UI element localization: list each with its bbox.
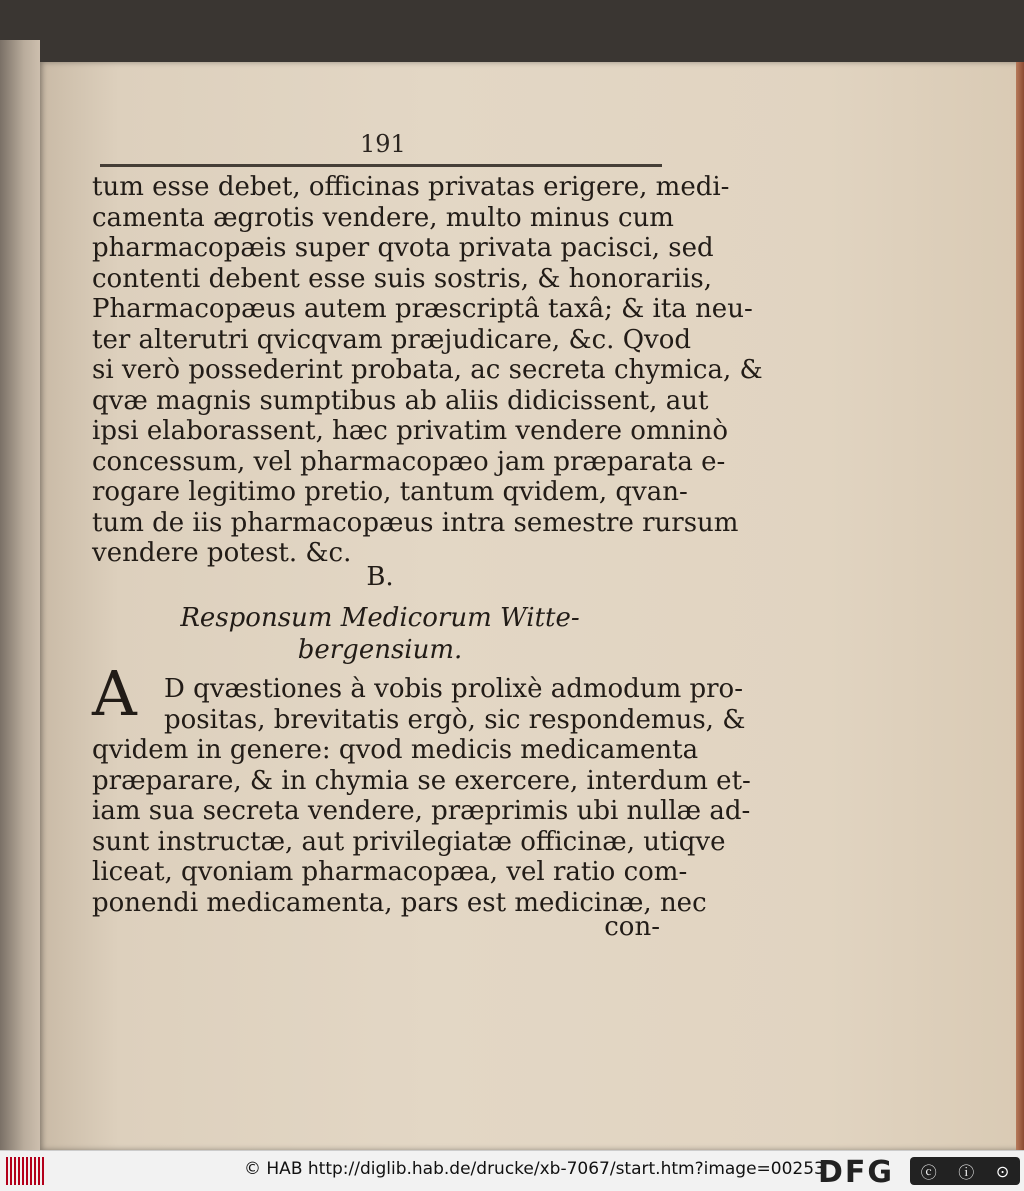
page-number: 191 xyxy=(360,130,406,158)
text-line: camenta ægrotis vendere, multo minus cum xyxy=(92,202,674,233)
catchword: con- xyxy=(604,912,660,942)
text-line: tum de iis pharmacopæus intra semestre rursum xyxy=(92,507,739,538)
text-line: pharmacopæis super qvota privata pacisci, sed xyxy=(92,233,714,263)
attribution-link[interactable]: © HAB http://diglib.hab.de/drucke/xb-7067/start.htm?image=00253 xyxy=(244,1159,825,1179)
text-line: si verò possederint probata, ac secreta chymica, & xyxy=(92,355,763,385)
text-line: liceat, qvoniam pharmacopæa, vel ratio com- xyxy=(92,857,688,887)
text-line: qvidem in genere: qvod medicis medicamenta xyxy=(92,735,699,765)
text-line: concessum, vel pharmacopæo jam præparata e- xyxy=(92,446,726,477)
text-line: Pharmacopæus autem præscriptâ taxâ; & ita neu- xyxy=(92,294,753,324)
section-letter: B. xyxy=(366,562,394,592)
cc-by-sa-icon[interactable] xyxy=(910,1157,1020,1185)
section-title-line: bergensium. xyxy=(297,635,463,665)
text-line: præparare, & in chymia se exercere, interdum et- xyxy=(92,765,751,796)
text-line: ponendi medicamenta, pars est medicinæ, nec xyxy=(92,887,707,918)
previous-page-edge xyxy=(0,40,40,1150)
header-rule xyxy=(100,164,662,167)
barcode-icon xyxy=(6,1157,46,1185)
text-line: qvæ magnis sumptibus ab aliis didicissent, aut xyxy=(92,385,709,416)
text-line: sunt instructæ, aut privilegiatæ officinæ, utiqve xyxy=(92,826,726,857)
text-line: tum esse debet, officinas privatas erigere, medi- xyxy=(92,172,730,202)
section-title xyxy=(120,602,640,666)
by-icon: ⓘ xyxy=(958,1162,975,1182)
viewer-footer xyxy=(0,1150,1024,1191)
text-line: ipsi elaborassent, hæc privatim vendere omninò xyxy=(92,416,729,446)
section-title-line: Responsum Medicorum Witte- xyxy=(180,603,580,633)
drop-cap: A xyxy=(92,657,137,730)
text-line: contenti debent esse suis sostris, & honorariis, xyxy=(92,263,713,294)
text-line: vendere potest. &c. xyxy=(92,538,352,568)
sa-icon: ⊙ xyxy=(995,1161,1010,1181)
text-line: D qvæstiones à vobis prolixè admodum pro- xyxy=(164,674,743,704)
text-line: iam sua secreta vendere, præprimis ubi nullæ ad- xyxy=(92,796,751,826)
paragraph-2 xyxy=(92,674,751,918)
cc-icon: ⓒ xyxy=(920,1162,937,1182)
text-line: rogare legitimo pretio, tantum qvidem, qvan- xyxy=(92,477,688,507)
text-line: positas, brevitatis ergò, sic respondemus, & xyxy=(164,704,746,735)
paragraph-1 xyxy=(92,172,763,569)
text-line: ter alterutri qvicqvam præjudicare, &c. Qvod xyxy=(92,324,691,355)
dfg-logo[interactable]: DFG xyxy=(818,1155,895,1190)
page-edge xyxy=(1016,62,1024,1150)
